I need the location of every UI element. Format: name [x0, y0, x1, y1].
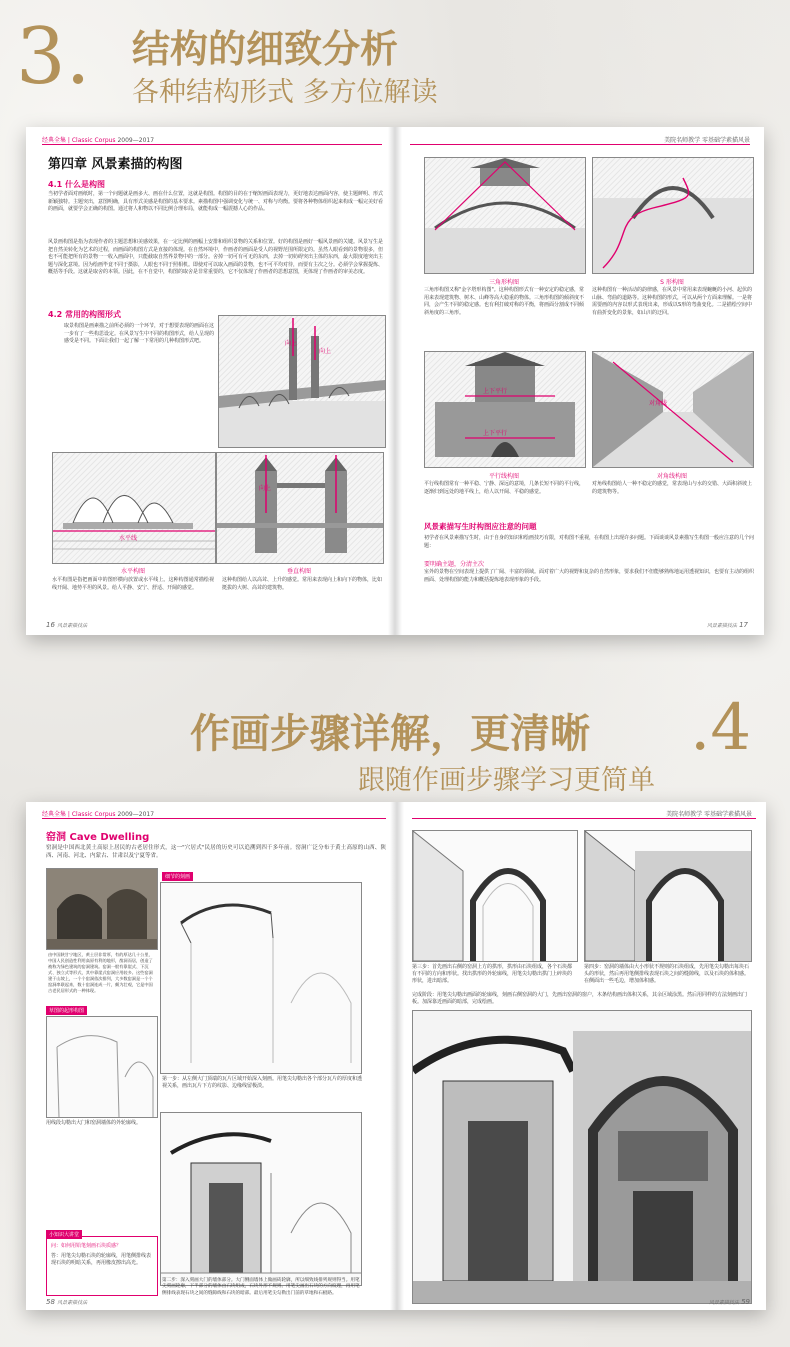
header-line [412, 818, 756, 819]
opera-house-horizontal-drawing [52, 452, 216, 564]
text-vertical: 这种构图给人以高耸、上升的感觉。常用来表现向上和向下的物体，比如挺拔的大树、高耸的建筑物。 [222, 577, 383, 591]
gate-tower-parallel-drawing [424, 351, 586, 468]
text-parallel: 平行线构图常有一种平稳、宁静、深远的意境，几条长短不同的平行线，逐渐归到远处的地平线上，给人以开阔、平稳的感觉。 [424, 481, 585, 495]
sketch-text: 用线段勾勒出大门和窑洞墙体的外轮廓线。 [46, 1120, 142, 1126]
label-up-1: 向上 [285, 340, 298, 347]
header-line [42, 818, 386, 819]
text-triangle: 三角形构图又称"金字塔形构图"。这种构图形式有一种安定的稳定感，常用来表现建筑物、树木、山峰等高大稳重的物体。三角形构图的倾斜度不同，会产生不同的稳定感。也有利打破对称的平衡，将画面分割成不同倾斜角度的三角形。 [424, 287, 585, 316]
label-up-2: 向上 [319, 348, 332, 355]
tip-answer: 答：用笔尖勾勒石块的轮廓线，用笔侧排线表现石块的明暗关系，再用橡皮擦出高光。 [51, 1253, 152, 1266]
rough-sketch [46, 1016, 158, 1118]
paragraph-notice: 初学者在风景素描写生时，由于自身的知识和绘画技巧有限，对构图不重视，在构图上出现许多问题。下面谈谈风景素描写生构图一般应注意的几个问题： [424, 535, 755, 549]
section-3-number: 3. [16, 12, 91, 102]
right-page-header: 美院名师教学 零基础学素描风景 [664, 137, 750, 144]
book-spread-composition [26, 127, 764, 635]
book-spread-cave-dwelling [26, 802, 766, 1310]
page-number-right: 风景素描技法 17 [706, 621, 748, 629]
page-number-left: 58 风景素描技法 [46, 1298, 88, 1306]
cave-dwelling-title: 窑洞 Cave Dwelling [46, 832, 150, 843]
tower-bridge-vertical-drawing [216, 452, 384, 564]
step-2-drawing [160, 1112, 362, 1286]
text-diagonal: 对角线构图给人一种不稳定的感觉，常表现山与水的交错、大面积斜坡上的建筑物等。 [592, 481, 753, 495]
step-3-drawing [412, 830, 578, 962]
bridge-vertical-drawing [218, 315, 386, 448]
step-2-text: 第二步：深入刻画大门的墙体部分。大门侧面墙体上做画砖轮廓，所以细致线排列规则得当。用笔尖刻画轮廓，下半部分的墙体由石块组成，石块外形不规则。用笔尖画出石块的方向纹理，再用笔侧排线表现石块之间的缝隙线和石块的暗部。最后用笔尖勾勒出门前的草地和石板路。 [162, 1278, 360, 1296]
step-4-drawing [584, 830, 752, 962]
tip-question: 问：如何用铅笔刻画石块质感？ [51, 1243, 122, 1249]
text-s-curve: 这种构图有一种活动的韵律感，在风景中常用来表现蜿蜒的小河、起伏的山脉、弯曲的道路等。这种构图的形式，可以从两个方面来理解。一是将需要画的内容以形式表现出来，形成以S形的弯曲变化。二是描绘空间中有曲折变化的景象，如山川的迂回。 [592, 287, 753, 316]
left-page-header: 经典全集 | Classic Corpus 2009—2017 [42, 811, 155, 818]
caption-diagonal: 对角线构图 [656, 473, 687, 480]
paragraph-4-1-a: 当初学者面对画纸时，第一个问题就是画多大、画在什么位置，这就是构图。构图的目的在于缩短画面表现力，更好地表达画面内容，使主题鲜明、形式新颖独特。主题突出，意图明确，具有形式美感是构图的基本要求。素描构图中强调变化与统一、对称与均衡。要将各种物体组织起来构成一幅完美好看的画面，就要学会正确的构图。通过将人和物以不同比例合理布局，就能构成一幅震撼人心的作品。 [48, 191, 384, 213]
label-horizon: 水平线 [119, 535, 138, 542]
left-page [26, 802, 396, 1310]
tip-box [46, 1232, 158, 1296]
heading-notice: 风景素描写生时构图应注意的问题 [424, 522, 537, 531]
paragraph-4-1-b: 风景画构图是指为表现作者的主题思想和美感效果，在一定比例的画幅上安排和组织景物的关系和位置。好的构图是画好一幅风景画的关键。风景写生是把自然美转化为艺术的过程，而画面的构图方式是直接的体现。在自然环境中，作画者的画面是受人的视野范围所限定的。虽然人眼看到的景物很多，但也不可能把所有的景物一一收入画面中，只能截取自然界景物中的一部分。舍掉一切可有可无的东西，去掉一切妨碍突出主体的东西，最大限度地突出主题与深化意境。因为绘画毕竟不同于摄影，人眼也不同于照相机。即使对可以取入画面的景物，也不可平均对待，而要有主次之分。必须学会掌握提炼、概括等手段。这就是取舍的本领。因此，在不自觉中，构图的取舍是非常重要的，它不仅体现了作画者的思想意图，更体现了作画者的审美态度。 [48, 239, 384, 276]
right-page [402, 127, 764, 635]
caption-parallel: 平行线构图 [488, 473, 519, 480]
paragraph-notice-sub: 室外的景物在空间表现上提供了广阔、丰富的领域。面对着广大的视野和复杂的自然形象，要求我们不但能够熟练地运用透视知识，也要有主动的组织画面、处理构图的能力和概括提炼地表现形象的手段。 [424, 569, 755, 583]
final-cave-drawing [412, 1010, 752, 1304]
book-spine [390, 802, 404, 1310]
arch-bridge-triangle-drawing [424, 157, 586, 274]
alley-diagonal-drawing [592, 351, 754, 468]
header-line [410, 144, 750, 145]
heading-4-1: 4.1 什么是构图 [48, 180, 105, 189]
step-1-sketch [160, 882, 362, 1074]
left-page [26, 127, 395, 635]
left-page-header: 经典全集 | Classic Corpus 2009—2017 [42, 137, 155, 144]
section-3-title: 结构的细致分析 [132, 27, 399, 71]
page-number-right: 风景素描技法 59 [708, 1298, 750, 1306]
label-parallel-1: 上下平行 [483, 388, 508, 395]
label-diagonal: 对角线 [649, 400, 668, 407]
cave-photo [46, 868, 158, 950]
tag-sketch: 草图的起形构图 [46, 1006, 87, 1015]
caption-s-curve: S 形构图 [660, 279, 684, 286]
section-4-subtitle: 跟随作画步骤学习更简单 [358, 765, 655, 796]
section-4-title: 作画步骤详解，更清晰 [190, 711, 590, 757]
cave-intro: 窑洞是中国西北黄土高原上居民的古老居住形式，这一"穴居式"民居的历史可以追溯到四千多年前。窑洞广泛分布于黄土高原的山西、陕西、河南、河北、内蒙古、甘肃以及宁夏等省。 [46, 845, 386, 859]
tip-header: 小知识大讲堂 [46, 1230, 82, 1239]
label-parallel-2: 上下平行 [483, 430, 508, 437]
label-up-3: 向上 [259, 485, 272, 492]
river-s-curve-drawing [592, 157, 754, 274]
section-4-number: .4 [690, 691, 752, 765]
step-5-text: 完成阶段：用笔尖勾勒出画面的轮廓线，刻画右侧窑洞的大门，先画出窑洞的窗户，木条结构画出体积关系，其余区域涂黑。然后用同样的方法刻画出门板。加深靠近画面的暗部，完成绘画。 [412, 992, 748, 1005]
step-1-text: 第一步：从左侧大门顶端的瓦片区域开始深入刻画。用笔尖勾勒出各个部分瓦片的厚度和透视关系，画出瓦片下方的纹影、边缘线留极淡。 [162, 1076, 363, 1089]
step-4-text: 第四步：窑洞的墙体由大小形状不规则的石块组成，先用笔尖勾勒出每块石头的形状，然后再用笔侧排线表现石块之间的缝隙线，以及石块的体积感。在侧面出一些毛边，增加体积感。 [584, 964, 750, 984]
heading-4-2: 4.2 常用的构图形式 [48, 310, 121, 319]
caption-vertical: 垂直构图 [286, 568, 311, 575]
step-3-text: 第三步：首先画出右侧的窑洞上方的拱形，拱形由石块组成，各个石块都有不同的方向和形状。找出拱形的外轮廓线，用笔尖勾勒出拱门上碎块的形状，进出暗部。 [412, 964, 573, 984]
caption-horizontal: 水平构图 [120, 568, 145, 575]
chapter-title: 第四章 风景素描的构图 [48, 157, 183, 172]
paragraph-4-2: 取景构图是画素描之前所必须的一个环节，对于想要表现的画面在这一步有了一些构思设定。在风景写生中不同的构图形式，给人呈现的感受是不同。下面让我们一起了解一下常用的几种构图形式吧。 [64, 323, 215, 345]
text-horizontal: 水平构图是指把画面中的图形横向放置或水平线上。这种构图通常描绘视线开阔、地势平坦的风景。给人平静、安宁、舒适、开阔的感觉。 [52, 577, 214, 591]
book-spine [388, 127, 402, 635]
page-number-left: 16 风景素描技法 [46, 621, 88, 629]
tag-detail: 细节的刻画 [162, 872, 193, 881]
section-3-subtitle: 各种结构形式 多方位解读 [132, 77, 438, 108]
right-page-header: 美院名师教学 零基础学素描风景 [666, 811, 752, 818]
photo-caption-text: 由中国陕甘宁地区，黄土层非常厚，有的厚达几十公里，中国人民创造性利用高原有利的地形，凿洞而居，创造了被称为绿色建筑的窑洞建筑。窑洞一般有靠崖式、下沉式、独立式等形式，其中靠崖式窑洞应用较多。这些窑洞建于山坡上，一个个窑洞依次排列，大多数窑洞是一个个窑洞串联起来，数十窑洞连成一片，颇为壮观，它是中国古老民居形式的一种体现。 [48, 952, 153, 993]
header-line [42, 144, 382, 145]
right-page [404, 802, 766, 1310]
caption-triangle: 三角形构图 [488, 279, 519, 286]
heading-notice-sub: 要明确主题，分清主次 [424, 561, 485, 568]
